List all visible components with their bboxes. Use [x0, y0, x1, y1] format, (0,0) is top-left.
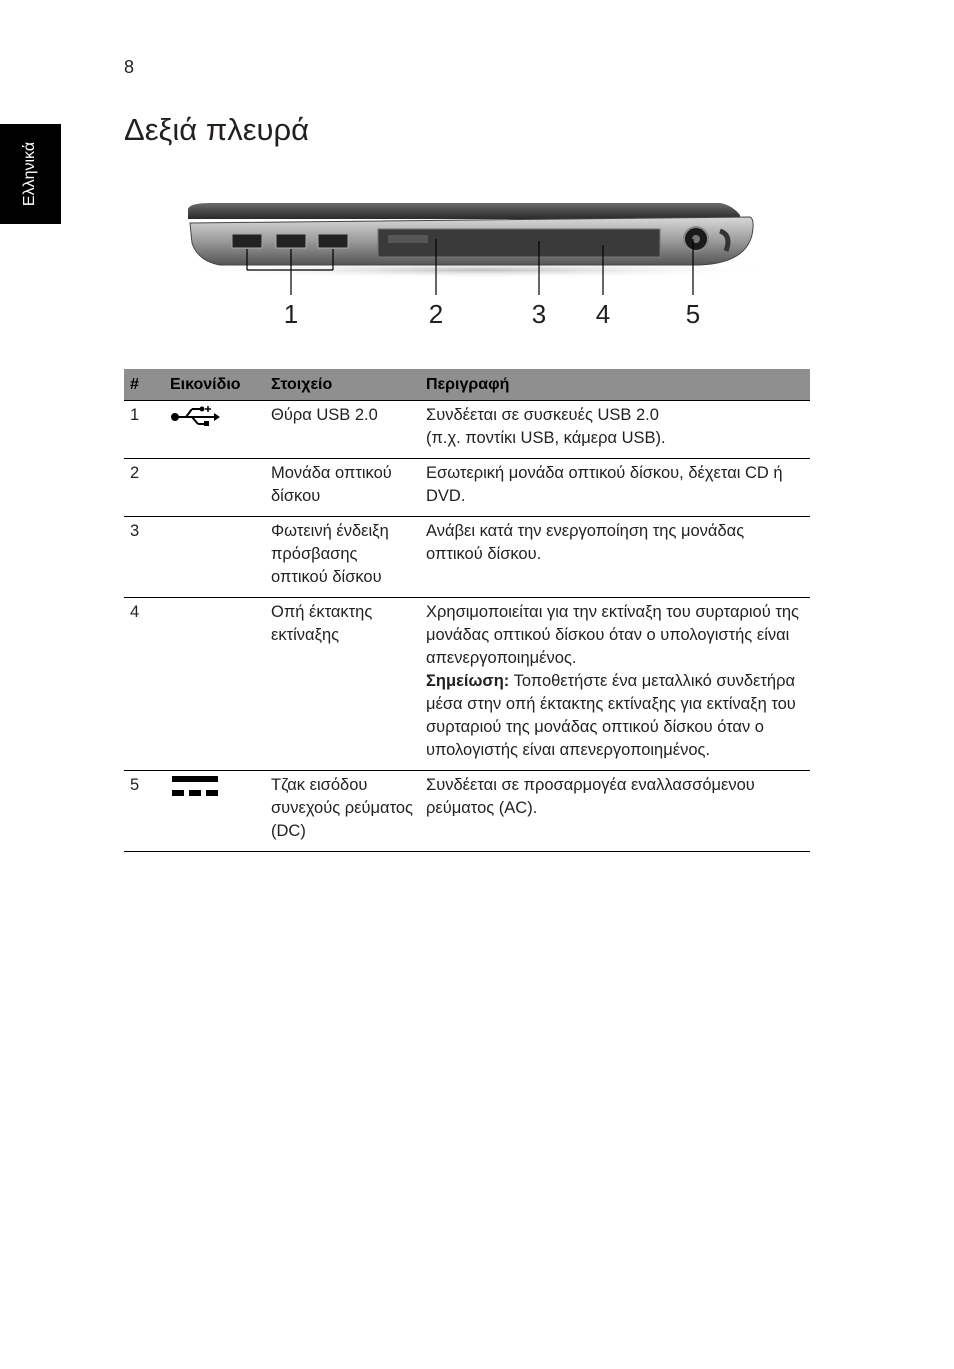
callout-1: 1 — [283, 299, 299, 329]
table-row — [124, 517, 810, 598]
row-number: 5 — [124, 771, 164, 852]
row-icon — [164, 771, 265, 852]
page-title: Δεξιά πλευρά — [124, 112, 310, 147]
note-text: Τοποθετήστε ένα μεταλλικό συνδετήρα μέσα στην οπή έκτακτης εκτίναξης για εκτίναξη του συρταριού της μονάδας οπτικού δίσκου όταν ο υπολογιστής είναι απενεργοποιημένος. — [426, 672, 796, 759]
right-side-components-table — [124, 369, 810, 852]
usb-icon — [170, 404, 220, 428]
row-description — [420, 401, 810, 459]
description-text: Χρησιμοποιείται για την εκτίναξη του συρταριού της μονάδας οπτικού δίσκου όταν ο υπολογιστής είναι απενεργοποιημένος. — [426, 603, 799, 667]
row-item: Θύρα USB 2.0 — [265, 401, 420, 459]
table-header-row — [124, 369, 810, 401]
header-description: Περιγραφή — [420, 369, 810, 401]
laptop-right-side-figure — [180, 195, 780, 345]
note-label: Σημείωση: — [426, 672, 510, 690]
callout-5: 5 — [685, 299, 701, 329]
row-icon — [164, 517, 265, 598]
row-icon — [164, 598, 265, 771]
description-line: Συνδέεται σε συσκευές USB 2.0 — [426, 406, 659, 424]
callout-2: 2 — [428, 299, 444, 329]
row-number: 4 — [124, 598, 164, 771]
table-row — [124, 771, 810, 852]
row-description — [420, 598, 810, 771]
row-icon — [164, 459, 265, 517]
header-icon: Εικονίδιο — [164, 369, 265, 401]
language-tab — [0, 124, 61, 224]
header-item: Στοιχείο — [265, 369, 420, 401]
table-row — [124, 401, 810, 459]
row-description: Ανάβει κατά την ενεργοποίηση της μονάδας οπτικού δίσκου. — [420, 517, 810, 598]
row-number: 3 — [124, 517, 164, 598]
row-number: 1 — [124, 401, 164, 459]
row-item: Φωτεινή ένδειξη πρόσβασης οπτικού δίσκου — [265, 517, 420, 598]
row-item: Οπή έκτακτης εκτίναξης — [265, 598, 420, 771]
row-number: 2 — [124, 459, 164, 517]
laptop-illustration — [180, 195, 780, 295]
row-item: Τζακ εισόδου συνεχούς ρεύματος (DC) — [265, 771, 420, 852]
header-number: # — [124, 369, 164, 401]
table-row — [124, 459, 810, 517]
table-row — [124, 598, 810, 771]
row-icon — [164, 401, 265, 459]
callout-3: 3 — [531, 299, 547, 329]
dc-power-icon — [170, 774, 220, 798]
description-line: (π.χ. ποντίκι USB, κάμερα USB). — [426, 429, 666, 447]
row-description: Εσωτερική μονάδα οπτικού δίσκου, δέχεται CD ή DVD. — [420, 459, 810, 517]
page-number: 8 — [124, 57, 135, 77]
callout-4: 4 — [595, 299, 611, 329]
row-description: Συνδέεται σε προσαρμογέα εναλλασσόμενου ρεύματος (AC). — [420, 771, 810, 852]
language-tab-label: Ελληνικά — [21, 141, 39, 207]
row-item: Μονάδα οπτικού δίσκου — [265, 459, 420, 517]
